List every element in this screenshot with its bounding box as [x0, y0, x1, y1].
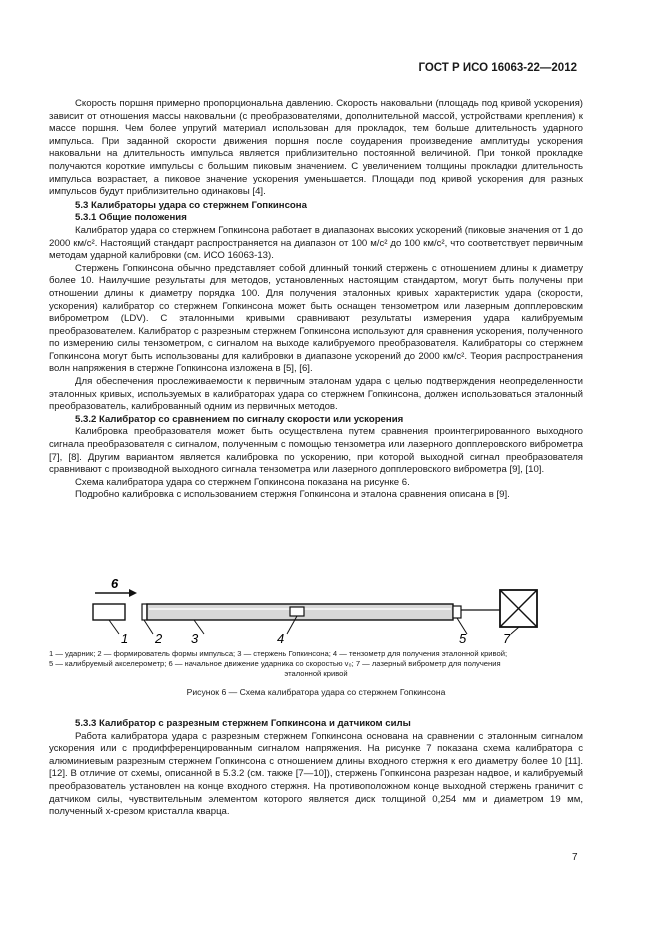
leader-2 [144, 620, 153, 634]
calibrator-scheme [49, 576, 583, 646]
text-block-top [49, 98, 583, 502]
label-7: 7 [503, 631, 511, 646]
heading-5-3-3: 5.3.3 Калибратор с разрезным стержнем Гопкинсона и датчиком силы [75, 718, 411, 729]
figure-6-diagram [49, 576, 583, 646]
label-3: 3 [191, 631, 199, 646]
paragraph-traceability: Для обеспечения прослеживаемости к первичным эталонам удара с целью подтверждения неопределенности эталонных кривых, используемых в калибраторах удара со стержнем Гопкинсона, должен использоваться эталонный преобразователь, калиброванный одним из первичных методов. [49, 376, 583, 413]
accelerometer [453, 606, 461, 618]
label-5: 5 [459, 631, 467, 646]
legend-line-2: 5 — калибруемый акселерометр; 6 — начальное движение ударника со скоростью v₀; 7 — лазерный виброметр для получения [49, 659, 501, 668]
heading-5-3-1: 5.3.1 Общие положения [75, 212, 187, 224]
paragraph-range: Калибратор удара со стержнем Гопкинсона работает в диапазонах высоких ускорений (пиковые значения от 1 до 2000 км/с². Настоящий стандарт распространяется на диапазон от 100 м/с² до 100 км/с², что соответствует первичным методам ударной калибровки (см. ИСО 16063-13). [49, 224, 583, 262]
figure-legend [49, 649, 583, 679]
paragraph-comparison: Калибровка преобразователя может быть осуществлена путем сравнения проинтегрированного выходного сигнала преобразователя с сигналом, полученным с помощью тензометра или лазерного допплеровского виброметра [7], [8]. Другим вариантом является калибровка по ускорению, при которой выходной сигнал преобразователя сравнивают с производной выходного сигнала тензометра или лазерного допплеровского виброметра [9], [10]. [49, 426, 583, 476]
label-4: 4 [277, 631, 285, 646]
motion-arrow-head [129, 589, 137, 597]
document-header: ГОСТ Р ИСО 16063-22—2012 [418, 62, 577, 74]
striker [93, 604, 125, 620]
paragraph-detail-ref: Подробно калибровка с использованием стержня Гопкинсона и эталона сравнения описана в [9]. [75, 489, 510, 501]
paragraph-hopkinson-bar: Стержень Гопкинсона обычно представляет собой длинный тонкий стержень с отношением длины к диаметру более 10. Наилучшие результаты для методов, установленных настоящим стандартом, могут быть получены при отношении длины к диаметру порядка 100. Для получения эталонных кривых характеристик удара (скорости, ускорения) калибратор со стержнем Гопкинсона может быть оснащен тензометром или лазерным допплеровским виброметром (LDV). С эталонными кривыми сравнивают результаты измерения удара калибруемым преобразователем. Калибратор с разрезным стержнем Гопкинсона используют для сравнения ускорения, полученного по измерению силы тензометром, с сигналом на выходе калибруемого преобразователя. Калибраторы со стержнем Гопкинсона могут быть использованы для калибровки в диапазоне ускорений до 2000 км/с². Теория распространения волн напряжения в стержне Гопкинсона изложена в [5], [6]. [49, 262, 583, 375]
pulse-shaper [142, 604, 147, 620]
label-2: 2 [155, 631, 163, 646]
legend-line-1: 1 — ударник; 2 — формирователь формы импульса; 3 — стержень Гопкинсона; 4 — тензометр для получения эталонной кривой; [49, 649, 508, 658]
heading-5-3: 5.3 Калибраторы удара со стержнем Гопкинсона [75, 199, 307, 211]
leader-7 [511, 627, 519, 634]
label-1: 1 [121, 631, 129, 646]
heading-5-3-2: 5.3.2 Калибратор со сравнением по сигналу скорости или ускорения [75, 413, 404, 425]
paragraph-piston: Скорость поршня примерно пропорциональна давлению. Скорость наковальни (площадь под кривой ускорения) зависит от отношения массы наковальни (с преобразователями, дополнительной массой, устройствами крепления) к массе поршня. Чем более упругий материал использован для прокладок, тем больше длительность ударного импульса. При заданной скорости движения поршня после соударения произведение амплитуды ускорения наковальни на длительность импульса является приблизительно постоянной величиной. При тонкой прокладке получаются короткие импульсы с большим пиковым значением. С увеличением толщины прокладки длительность импульса возрастает, а пиковое значение ускорения уменьшается. Площади под кривой ускорения для разных импульсов будут приблизительно одинаковы [4]. [49, 98, 583, 198]
paragraph-split-bar: Работа калибратора удара с разрезным стержнем Гопкинсона основана на сравнении с эталонным сигналом ускорения или с продифференцированным сигналом напряжения. На рисунке 7 показана схема калибратора с алюминиевым разрезным стержнем Гопкинсона с отношением длины входного стержня к его диаметру более 10 [11]. [12]. В отличие от схемы, описанной в 5.3.2 (см. также [7—10]), стержень Гопкинсона разрезан надвое, и калибруемый преобразователь установлен на конце входного стержня. На противоположном конце выходной стержень граничит с датчиком силы, чувствительным элементом которого является диск толщиной 0,254 мм и диаметром 19 мм, полученный х-срезом кристалла кварца. [49, 730, 583, 818]
label-6: 6 [111, 576, 119, 591]
leader-1 [109, 620, 119, 634]
paragraph-scheme-ref: Схема калибратора удара со стержнем Гопкинсона показана на рисунке 6. [75, 476, 410, 488]
legend-line-3: эталонной кривой [284, 669, 348, 678]
figure-caption: Рисунок 6 — Схема калибратора удара со стержнем Гопкинсона [186, 687, 446, 697]
text-block-bottom [49, 718, 583, 819]
strain-gauge [290, 607, 304, 616]
page-number: 7 [572, 852, 578, 863]
